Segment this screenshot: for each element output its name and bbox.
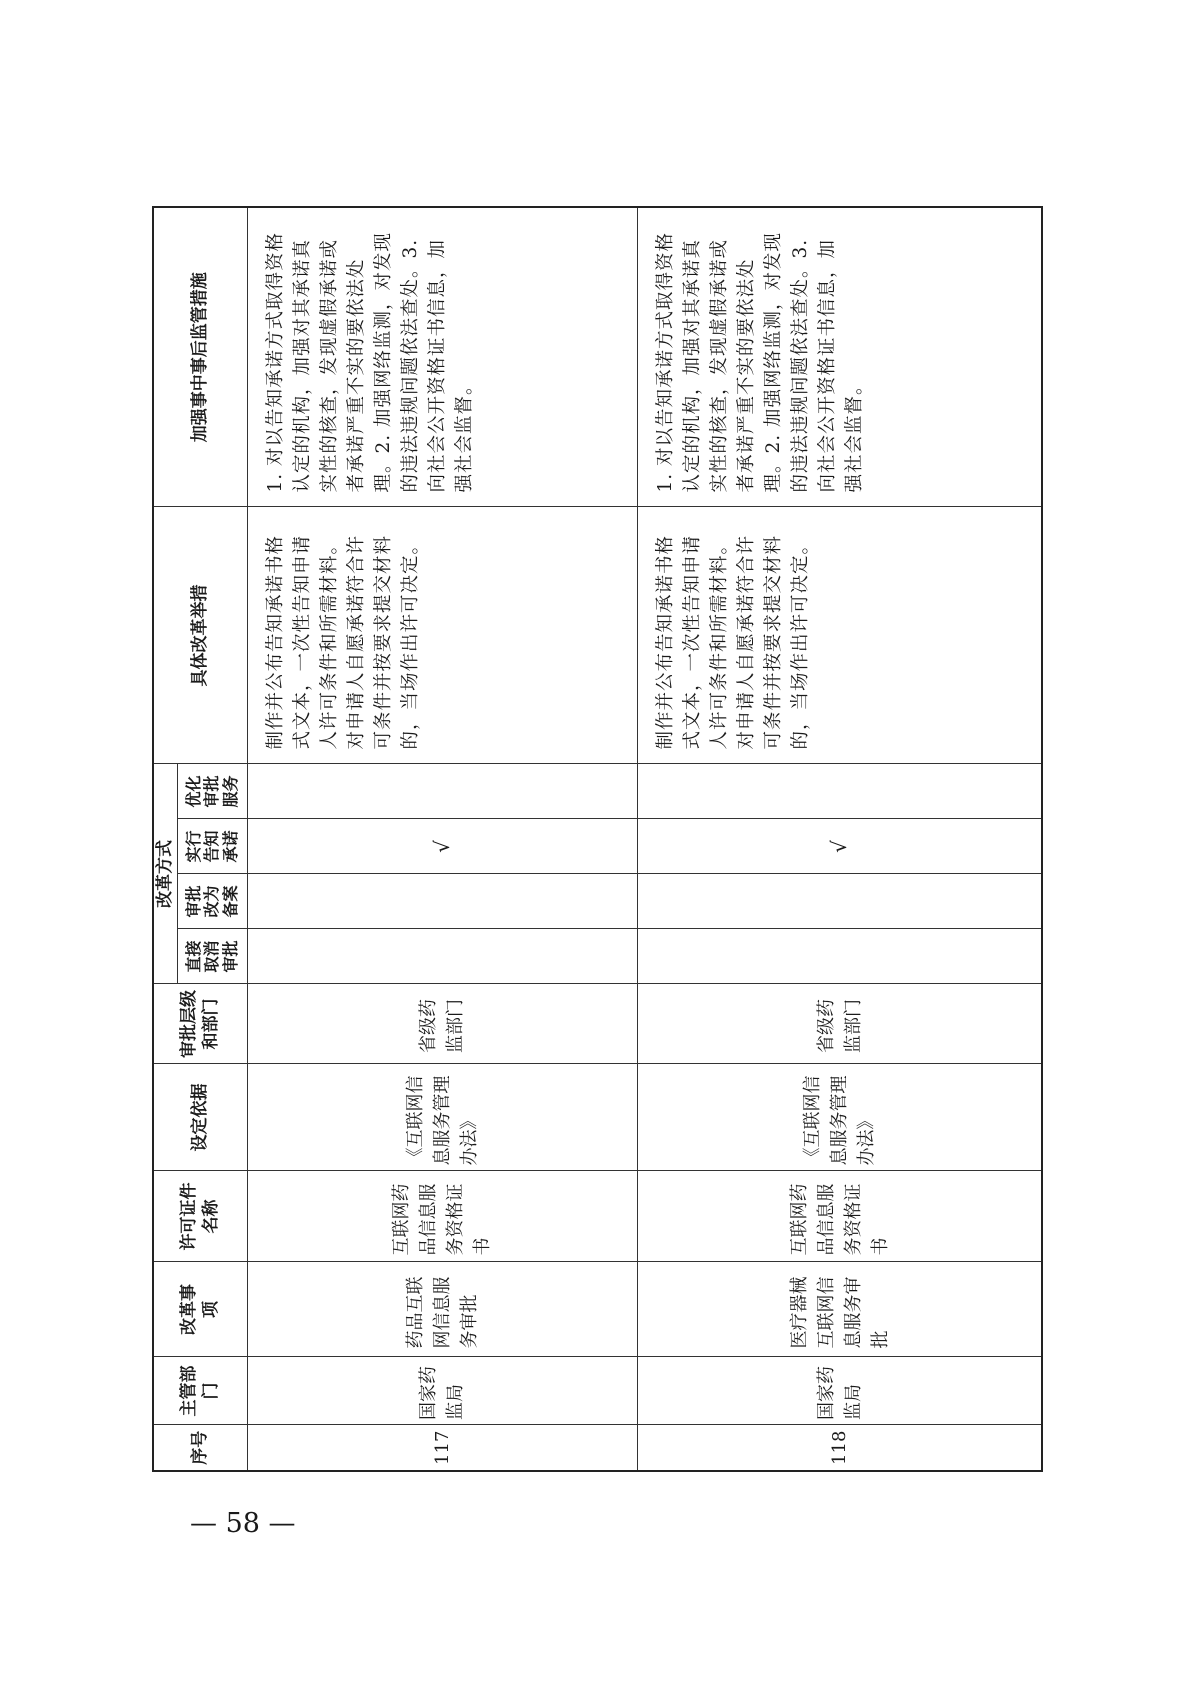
row-item: 药品互联网信息服务审批 xyxy=(247,1262,637,1357)
row-method-optimize xyxy=(247,764,637,819)
row-basis: 《互联网信息服务管理办法》 xyxy=(637,1064,1042,1171)
header-measures: 具体改革举措 xyxy=(153,507,247,764)
row-supervision: 1. 对以告知承诺方式取得资格认定的机构，加强对其承诺真实性的核查，发现虚假承诺或者承诺严重不实的要依法处理。2. 加强网络监测，对发现的违法违规问题依法查处。3. 向社会公开资格证书信息，加强社会监督。 xyxy=(247,207,637,507)
header-seq: 序号 xyxy=(153,1425,247,1471)
row-dept: 国家药监局 xyxy=(247,1357,637,1425)
reform-table xyxy=(152,206,1043,1472)
row-method-optimize xyxy=(637,764,1042,819)
row-measures: 制作并公布告知承诺书格式文本，一次性告知申请人许可条件和所需材料。对申请人自愿承诺符合许可条件并按要求提交材料的，当场作出许可决定。 xyxy=(247,507,637,764)
row-measures: 制作并公布告知承诺书格式文本，一次性告知申请人许可条件和所需材料。对申请人自愿承诺符合许可条件并按要求提交材料的，当场作出许可决定。 xyxy=(637,507,1042,764)
reform-table-rotated xyxy=(152,208,1041,1472)
row-method-commitment: √ xyxy=(637,819,1042,874)
header-level: 审批层级和部门 xyxy=(153,984,247,1064)
row-item: 医疗器械互联网信息服务审批 xyxy=(637,1262,1042,1357)
row-seq: 118 xyxy=(637,1425,1042,1471)
row-method-cancel xyxy=(247,929,637,984)
header-item: 改革事项 xyxy=(153,1262,247,1357)
row-method-filing xyxy=(637,874,1042,929)
row-method-cancel xyxy=(637,929,1042,984)
header-supervision: 加强事中事后监管措施 xyxy=(153,207,247,507)
header-method-commitment: 实行告知承诺 xyxy=(177,819,247,874)
header-method-cancel: 直接取消审批 xyxy=(177,929,247,984)
row-license: 互联网药品信息服务资格证书 xyxy=(637,1171,1042,1262)
row-basis: 《互联网信息服务管理办法》 xyxy=(247,1064,637,1171)
table-row xyxy=(247,207,637,1471)
header-method-filing: 审批改为备案 xyxy=(177,874,247,929)
table-row xyxy=(637,207,1042,1471)
page-number: — 58 — xyxy=(190,1508,296,1539)
row-method-commitment: √ xyxy=(247,819,637,874)
row-license: 互联网药品信息服务资格证书 xyxy=(247,1171,637,1262)
row-method-filing xyxy=(247,874,637,929)
header-methods-group: 改革方式 xyxy=(153,764,177,984)
row-supervision: 1. 对以告知承诺方式取得资格认定的机构，加强对其承诺真实性的核查，发现虚假承诺或者承诺严重不实的要依法处理。2. 加强网络监测，对发现的违法违规问题依法查处。3. 向社会公开资格证书信息，加强社会监督。 xyxy=(637,207,1042,507)
header-basis: 设定依据 xyxy=(153,1064,247,1171)
row-level: 省级药监部门 xyxy=(637,984,1042,1064)
header-dept: 主管部门 xyxy=(153,1357,247,1425)
header-license: 许可证件名称 xyxy=(153,1171,247,1262)
header-method-optimize: 优化审批服务 xyxy=(177,764,247,819)
row-seq: 117 xyxy=(247,1425,637,1471)
row-dept: 国家药监局 xyxy=(637,1357,1042,1425)
row-level: 省级药监部门 xyxy=(247,984,637,1064)
